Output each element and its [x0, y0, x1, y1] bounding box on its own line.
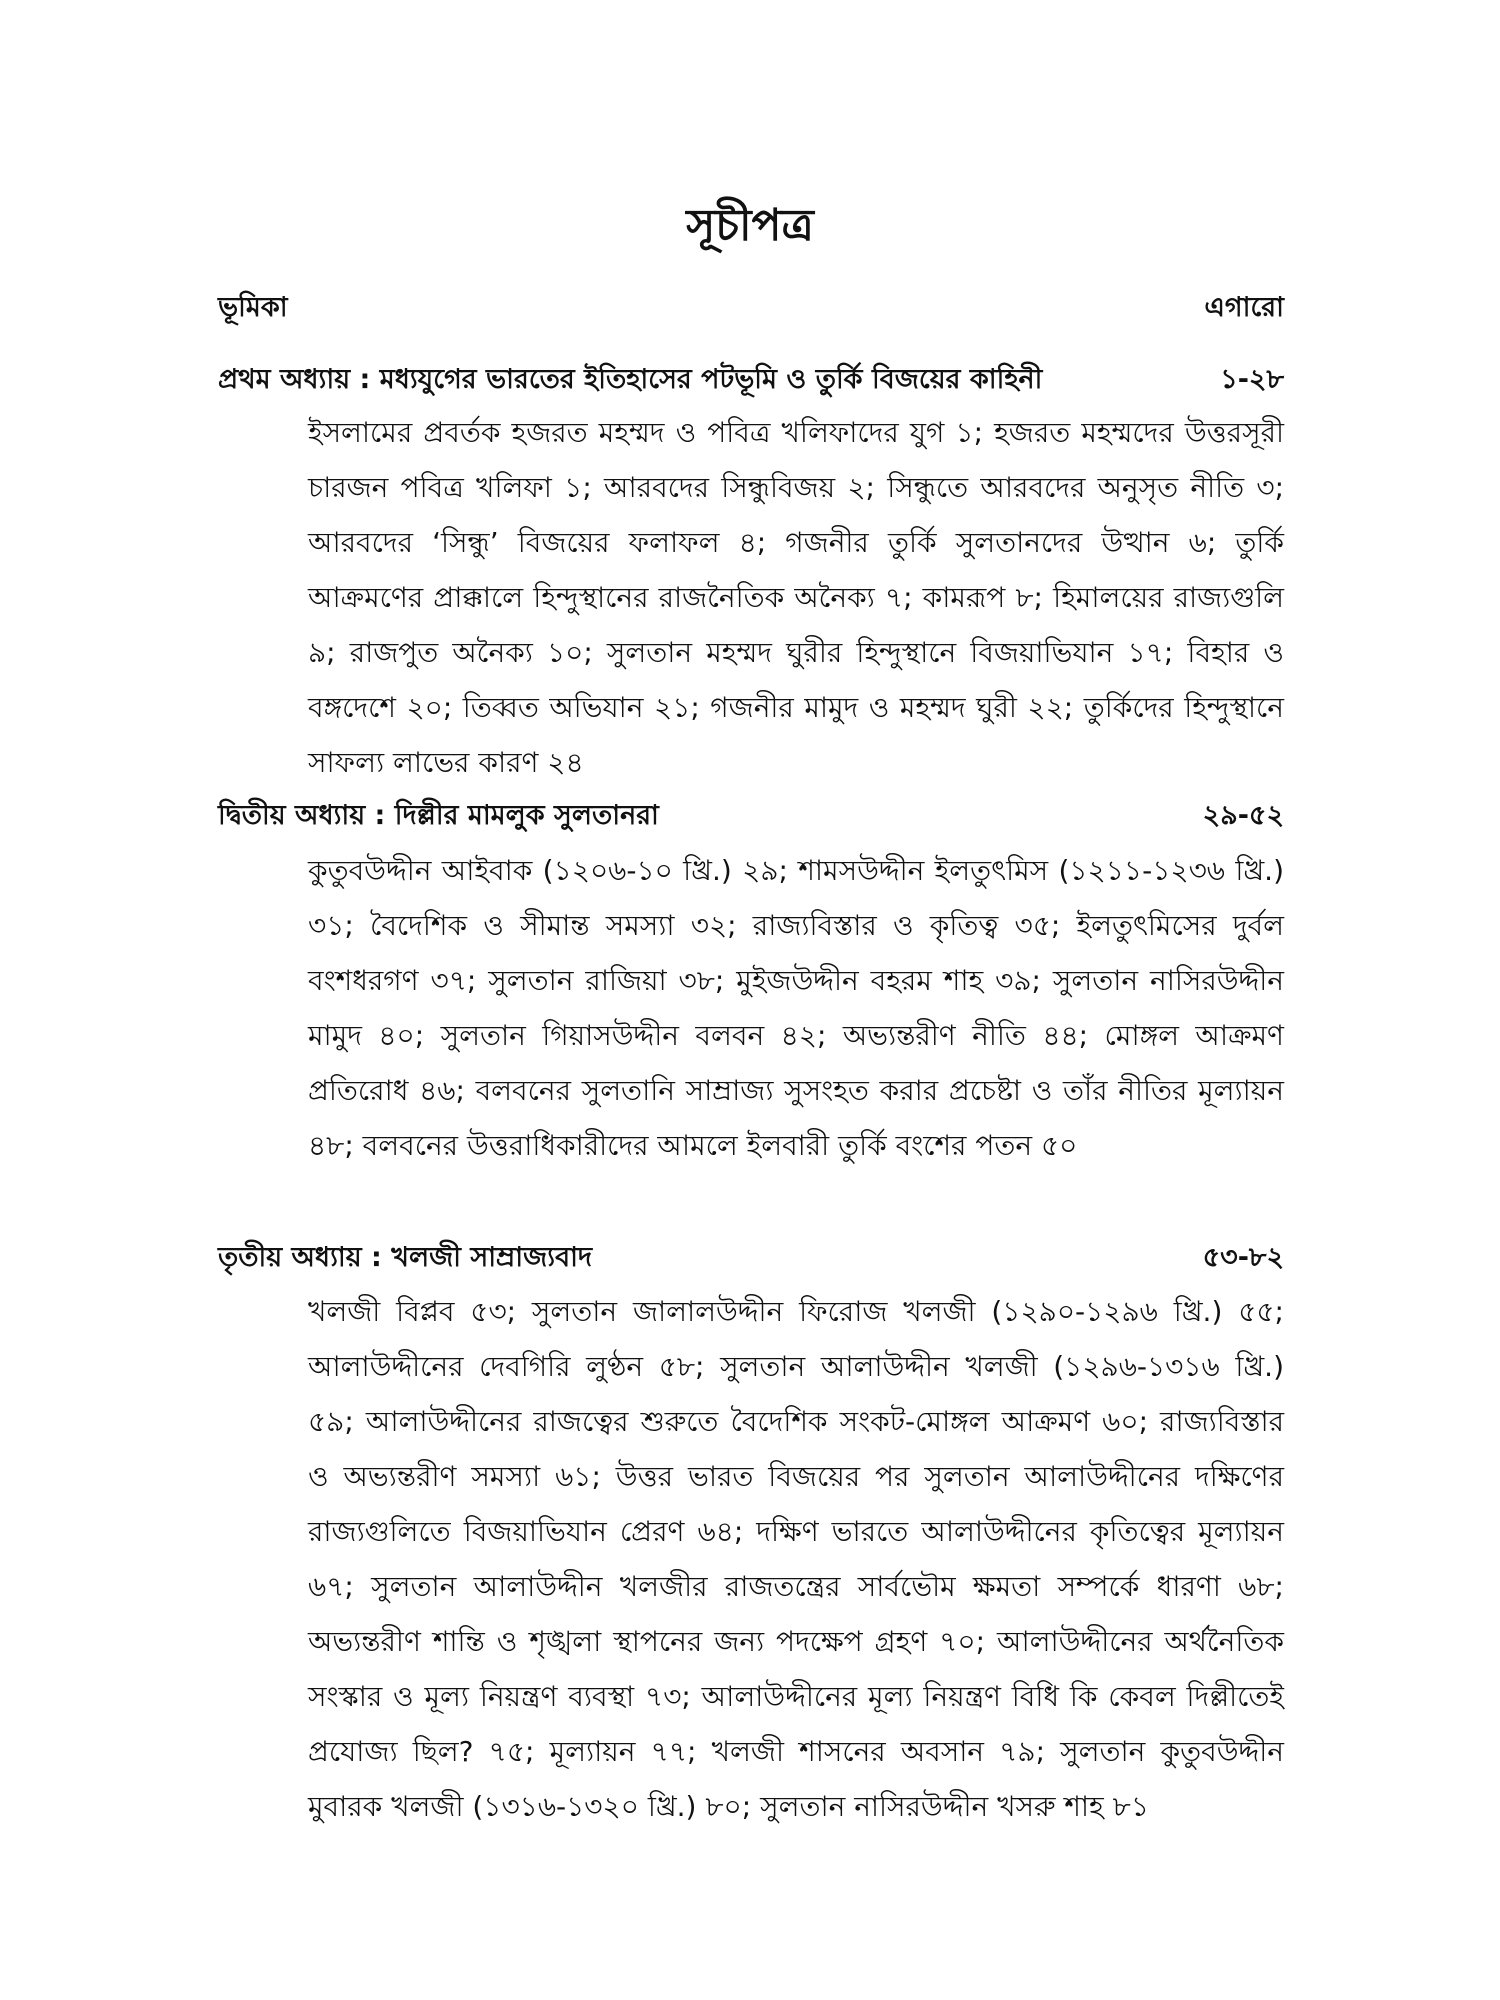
chapter-2-heading-row [218, 800, 1284, 832]
preface-row [218, 292, 1284, 324]
chapter-1-heading: প্রথম অধ্যায় : মধ্যযুগের ভারতের ইতিহাসের পটভূমি ও তুর্কি বিজয়ের কাহিনী [218, 364, 1043, 395]
chapter-1-heading-row [218, 364, 1284, 396]
page-title: সূচীপত্র [686, 200, 814, 251]
preface-label: ভূমিকা [218, 292, 288, 323]
chapter-1-pages: ১-২৮ [1220, 364, 1284, 395]
chapter-3-heading-row [218, 1242, 1284, 1274]
preface-pages: এগারো [1204, 292, 1284, 323]
chapter-3-pages: ৫৩-৮২ [1202, 1242, 1284, 1273]
chapter-2-heading: দ্বিতীয় অধ্যায় : দিল্লীর মামলুক সুলতানরা [218, 800, 659, 831]
chapter-2-contents: কুতুবউদ্দীন আইবাক (১২০৬-১০ খ্রি.) ২৯; শামসউদ্দীন ইলতুৎমিস (১২১১-১২৩৬ খ্রি.) ৩১; বৈদেশিক ও সীমান্ত সমস্যা ৩২; রাজ্যবিস্তার ও কৃতিত্ব ৩৫; ইলতুৎমিসের দুর্বল বংশধরগণ ৩৭; সুলতান রাজিয়া ৩৮; মুইজউদ্দীন বহরম শাহ ৩৯; সুলতান নাসিরউদ্দীন মামুদ ৪০; সুলতান গিয়াসউদ্দীন বলবন ৪২; অভ্যন্তরীণ নীতি ৪৪; মোঙ্গল আক্রমণ প্রতিরোধ ৪৬; বলবনের সুলতানি সাম্রাজ্য সুসংহত করার প্রচেষ্টা ও তাঁর নীতির মূল্যায়ন ৪৮; বলবনের উত্তরাধিকারীদের আমলে ইলবারী তুর্কি বংশের পতন ৫০ [308, 854, 1284, 1162]
chapter-2-pages: ২৯-৫২ [1202, 800, 1284, 831]
chapter-1-contents: ইসলামের প্রবর্তক হজরত মহম্মদ ও পবিত্র খলিফাদের যুগ ১; হজরত মহম্মদের উত্তরসূরী চারজন পবিত্র খলিফা ১; আরবদের সিন্ধুবিজয় ২; সিন্ধুতে আরবদের অনুসৃত নীতি ৩; আরবদের ‘সিন্ধু’ বিজয়ের ফলাফল ৪; গজনীর তুর্কি সুলতানদের উত্থান ৬; তুর্কি আক্রমণের প্রাক্কালে হিন্দুস্থানের রাজনৈতিক অনৈক্য ৭; কামরূপ ৮; হিমালয়ের রাজ্যগুলি ৯; রাজপুত অনৈক্য ১০; সুলতান মহম্মদ ঘুরীর হিন্দুস্থানে বিজয়াভিযান ১৭; বিহার ও বঙ্গদেশে ২০; তিব্বত অভিযান ২১; গজনীর মামুদ ও মহম্মদ ঘুরী ২২; তুর্কিদের হিন্দুস্থানে সাফল্য লাভের কারণ ২৪ [308, 416, 1284, 779]
chapter-3-heading: তৃতীয় অধ্যায় : খলজী সাম্রাজ্যবাদ [218, 1242, 593, 1273]
chapter-3-contents: খলজী বিপ্লব ৫৩; সুলতান জালালউদ্দীন ফিরোজ খলজী (১২৯০-১২৯৬ খ্রি.) ৫৫; আলাউদ্দীনের দেবগিরি লুণ্ঠন ৫৮; সুলতান আলাউদ্দীন খলজী (১২৯৬-১৩১৬ খ্রি.) ৫৯; আলাউদ্দীনের রাজত্বের শুরুতে বৈদেশিক সংকট-মোঙ্গল আক্রমণ ৬০; রাজ্যবিস্তার ও অভ্যন্তরীণ সমস্যা ৬১; উত্তর ভারত বিজয়ের পর সুলতান আলাউদ্দীনের দক্ষিণের রাজ্যগুলিতে বিজয়াভিযান প্রেরণ ৬৪; দক্ষিণ ভারতে আলাউদ্দীনের কৃতিত্বের মূল্যায়ন ৬৭; সুলতান আলাউদ্দীন খলজীর রাজতন্ত্রের সার্বভৌম ক্ষমতা সম্পর্কে ধারণা ৬৮; অভ্যন্তরীণ শান্তি ও শৃঙ্খলা স্থাপনের জন্য পদক্ষেপ গ্রহণ ৭০; আলাউদ্দীনের অর্থনৈতিক সংস্কার ও মূল্য নিয়ন্ত্রণ ব্যবস্থা ৭৩; আলাউদ্দীনের মূল্য নিয়ন্ত্রণ বিধি কি কেবল দিল্লীতেই প্রযোজ্য ছিল? ৭৫; মূল্যায়ন ৭৭; খলজী শাসনের অবসান ৭৯; সুলতান কুতুবউদ্দীন মুবারক খলজী (১৩১৬-১৩২০ খ্রি.) ৮০; সুলতান নাসিরউদ্দীন খসরু শাহ ৮১ [308, 1295, 1284, 1823]
